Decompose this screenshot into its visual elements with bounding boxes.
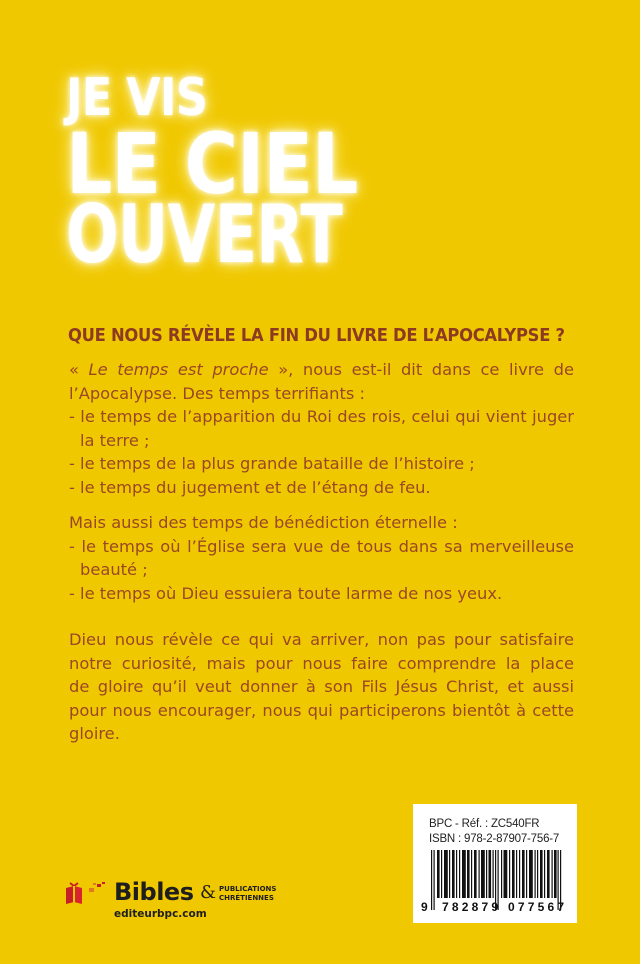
product-reference: BPC - Réf. : ZC540FR <box>429 818 540 830</box>
barcode-label <box>413 804 577 923</box>
section-heading: QUE NOUS RÉVÈLE LA FIN DU LIVRE DE L’APOCALYPSE ? <box>68 326 565 346</box>
barcode-left-group: 782879 <box>442 900 502 914</box>
paragraph-1 <box>69 358 574 500</box>
paragraph-3-line: pour nous encourager, nous qui participerons bientôt à cette <box>69 700 574 720</box>
list-item: - le temps du jugement et de l’étang de feu. <box>69 477 431 497</box>
list-item-continuation: beauté ; <box>80 560 148 580</box>
publisher-subtitle: PUBLICATIONS CHRÉTIENNES <box>219 885 277 902</box>
title-line-3: OUVERT <box>66 188 342 281</box>
paragraph-3-line: gloire. <box>69 724 120 744</box>
paragraph-2-intro: Mais aussi des temps de bénédiction éternelle : <box>69 513 458 532</box>
paragraph-3-line: Dieu nous révèle ce qui va arriver, non pas pour satisfaire <box>69 630 574 649</box>
ampersand: & <box>200 882 217 903</box>
paragraph-1-line-2: l’Apocalypse. Des temps terrifiants : <box>69 383 365 403</box>
list-item: - le temps de l’apparition du Roi des rois, celui qui vient juger <box>69 407 574 427</box>
isbn-number: ISBN : 978-2-87907-756-7 <box>429 833 560 845</box>
list-item-continuation: la terre ; <box>80 430 150 450</box>
paragraph-3 <box>69 628 574 746</box>
paragraph-3-line: de gloire qu’il veut donner à son Fils Jésus Christ, et aussi <box>69 677 574 697</box>
publisher-name: Bibles <box>114 878 194 906</box>
publisher-website[interactable]: editeurbpc.com <box>114 908 207 920</box>
list-item: - le temps où Dieu essuiera toute larme de nos yeux. <box>69 583 503 603</box>
barcode-right-group: 077567 <box>508 900 568 914</box>
paragraph-3-line: notre curiosité, mais pour nous faire comprendre la place <box>69 653 574 673</box>
open-book-gift-icon <box>64 880 112 906</box>
title-line-1: JE VIS <box>66 68 208 128</box>
title-line-2: LE CIEL <box>66 115 358 213</box>
list-item: - le temps où l’Église sera vue de tous dans sa merveilleuse <box>69 536 574 556</box>
barcode-first-digit: 9 <box>421 900 428 914</box>
paragraph-1-line-1: « Le temps est proche », nous est-il dit dans ce livre de <box>69 360 574 379</box>
list-item: - le temps de la plus grande bataille de l’histoire ; <box>69 454 475 474</box>
quote-italic: Le temps est proche <box>88 360 269 379</box>
paragraph-2 <box>69 511 574 605</box>
